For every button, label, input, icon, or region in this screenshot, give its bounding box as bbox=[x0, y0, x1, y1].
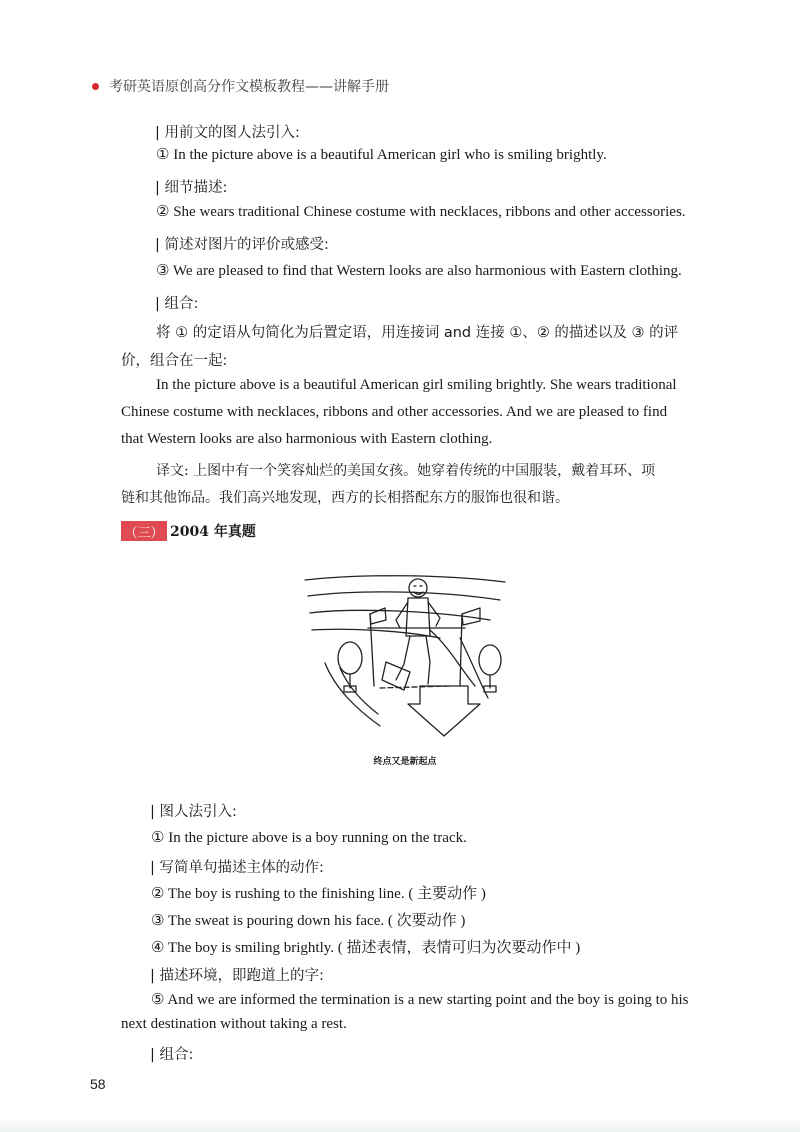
combined-paragraph-line-2: Chinese costume with necklaces, ribbons and other accessories. And we are pleased to find bbox=[121, 404, 668, 420]
sentence-8-line-1: ⑤ And we are informed the termination is a new starting point and the boy is going to his bbox=[151, 992, 689, 1008]
combine-instruction-line-2: 价，组合在一起: bbox=[121, 353, 228, 369]
combined-paragraph-line-3: that Western looks are also harmonious with Eastern clothing. bbox=[121, 431, 493, 447]
sentence-6: ③ The sweat is pouring down his face. ( 次要动作 ) bbox=[151, 913, 466, 929]
track-lane-line bbox=[308, 592, 500, 600]
boy-leg bbox=[396, 636, 410, 680]
label-simple-sentences: | 写简单句描述主体的动作: bbox=[150, 860, 324, 876]
boy-leg bbox=[426, 636, 430, 684]
page-number: 58 bbox=[90, 1076, 106, 1092]
combined-paragraph-line-1: In the picture above is a beautiful American girl smiling brightly. She wears traditional bbox=[156, 377, 677, 393]
label-combine: | 组合: bbox=[155, 296, 199, 312]
flag-pole-left bbox=[370, 614, 374, 686]
label-combine-2: | 组合: bbox=[150, 1047, 194, 1063]
track-sign-start bbox=[382, 662, 410, 690]
sentence-5: ② The boy is rushing to the finishing line. ( 主要动作 ) bbox=[151, 886, 486, 902]
sentence-3: ③ We are pleased to find that Western looks are also harmonious with Eastern clothing. bbox=[156, 263, 682, 279]
section-number-badge: （三） bbox=[121, 521, 167, 541]
label-comment: | 简述对图片的评价或感受: bbox=[155, 237, 329, 253]
track-lane-line bbox=[325, 663, 380, 726]
arrow-sign bbox=[408, 686, 480, 736]
boy-shirt bbox=[406, 598, 430, 636]
section-title: 2004 年真题 bbox=[170, 524, 256, 540]
sentence-4: ① In the picture above is a boy running on the track. bbox=[151, 830, 467, 846]
running-boy-illustration bbox=[300, 568, 510, 746]
flag-pole-right bbox=[460, 614, 462, 686]
sentence-2: ② She wears traditional Chinese costume with necklaces, ribbons and other accessories. bbox=[156, 204, 686, 220]
figure-caption: 终点又是新起点 bbox=[373, 757, 437, 767]
track-lane-line bbox=[305, 576, 505, 582]
track-lane-line bbox=[312, 629, 440, 638]
label-picture-intro: | 图人法引入: bbox=[150, 804, 237, 820]
track-lane-line bbox=[340, 668, 378, 714]
translation-line-2: 链和其他饰品。我们高兴地发现，西方的长相搭配东方的服饰也很和谐。 bbox=[121, 490, 569, 506]
translation-line-1: 译文: 上图中有一个笑容灿烂的美国女孩。她穿着传统的中国服装，戴着耳环、项 bbox=[156, 463, 656, 479]
bullet-dot-icon bbox=[92, 83, 99, 90]
header-title: 考研英语原创高分作文模板教程——讲解手册 bbox=[109, 79, 389, 95]
sentence-1: ① In the picture above is a beautiful American girl who is smiling brightly. bbox=[156, 147, 607, 163]
finish-line-mark bbox=[380, 686, 450, 688]
combine-instruction-line-1: 将 ① 的定语从句简化为后置定语，用连接词 and 连接 ①、② 的描述以及 ③ 的评 bbox=[156, 325, 679, 341]
sentence-7: ④ The boy is smiling brightly. ( 描述表情，表情可归为次要动作中 ) bbox=[151, 940, 581, 956]
tree-left bbox=[338, 642, 362, 674]
page-bottom-edge bbox=[0, 1118, 800, 1132]
label-environment: | 描述环境，即跑道上的字: bbox=[150, 968, 324, 984]
tree-right bbox=[479, 645, 501, 675]
running-header bbox=[92, 76, 389, 96]
label-intro: | 用前文的图人法引入: bbox=[155, 125, 300, 141]
track-lane-line bbox=[430, 630, 475, 686]
label-details: | 细节描述: bbox=[155, 180, 228, 196]
sentence-8-line-2: next destination without taking a rest. bbox=[121, 1016, 347, 1032]
